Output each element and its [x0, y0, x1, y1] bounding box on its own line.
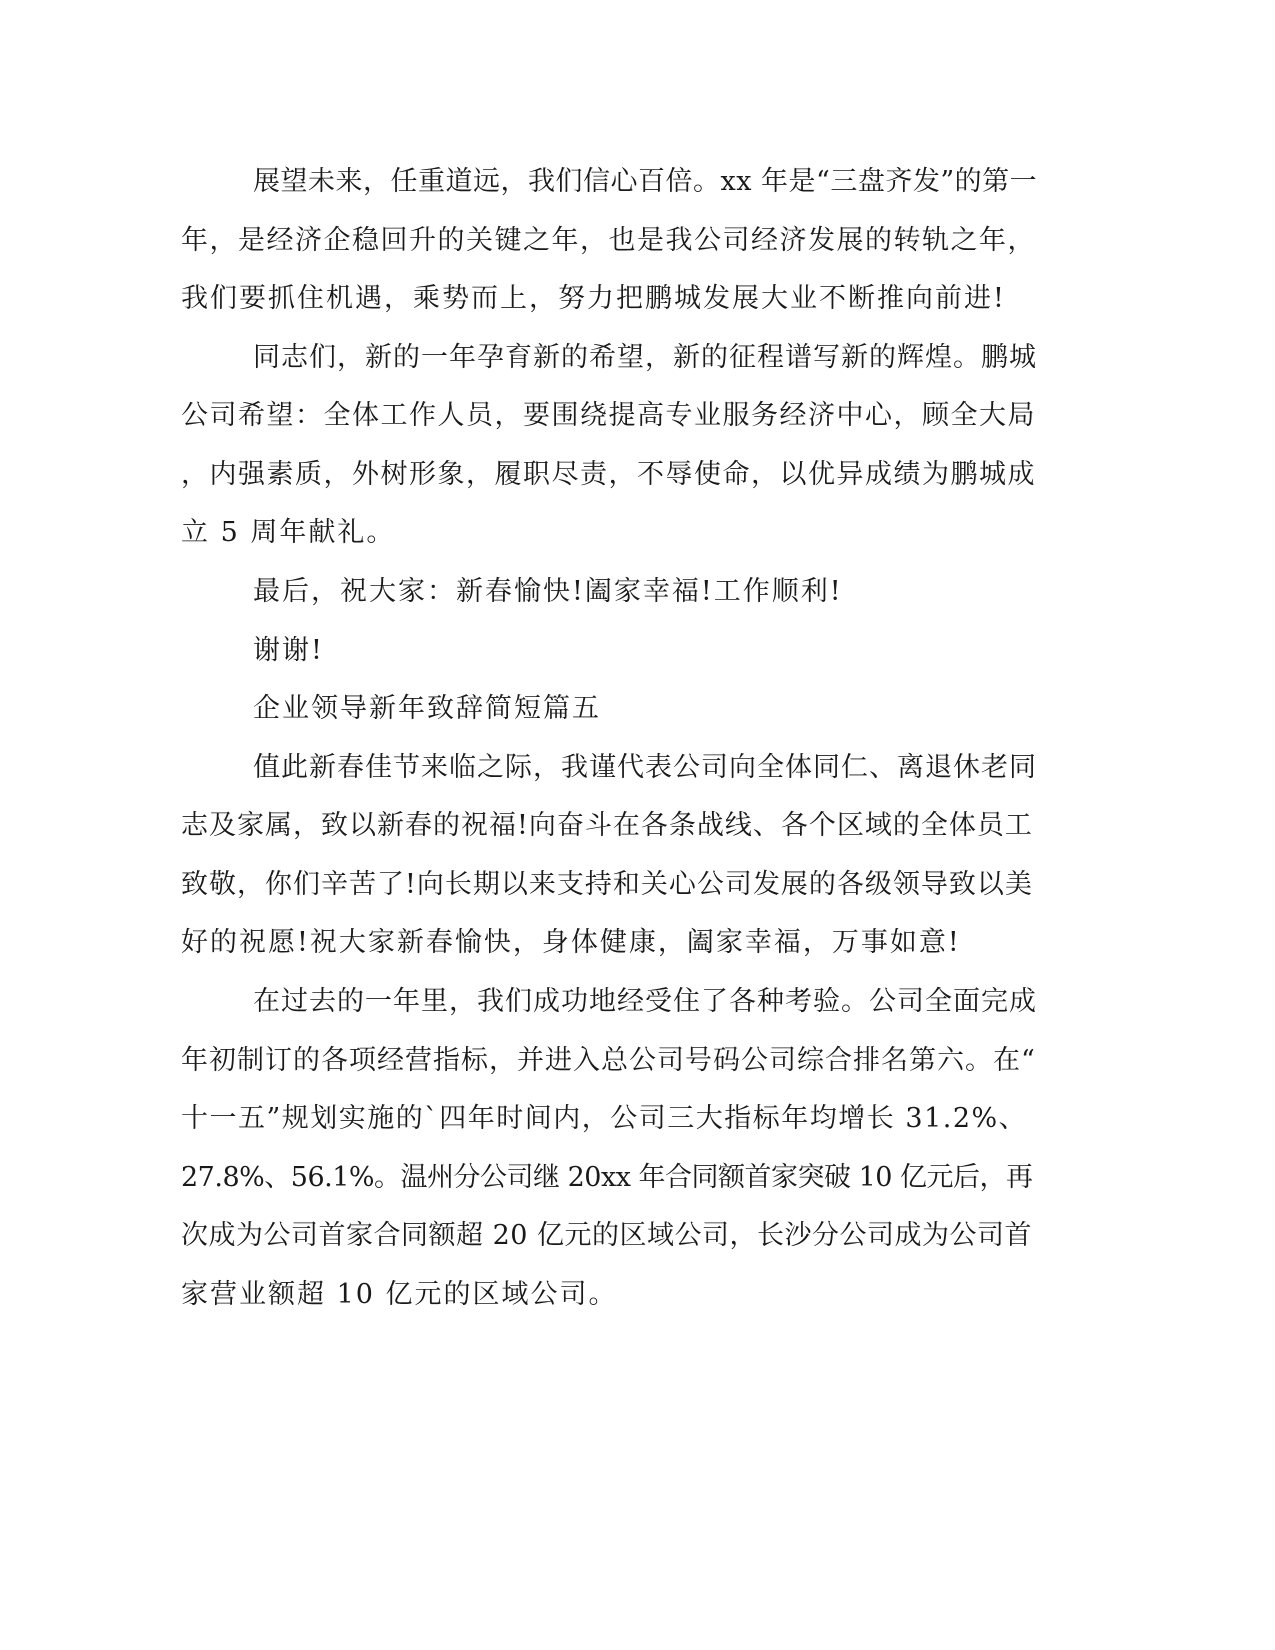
text-line: 立 5 周年献礼。: [181, 517, 396, 548]
text-line: 十一五”规划实施的`四年时间内，公司三大指标年均增长 31.2%、: [181, 1103, 1028, 1134]
text-line: 年初制订的各项经营指标，并进入总公司号码公司综合排名第六。在“: [181, 1045, 1036, 1076]
text-line: 值此新春佳节来临之际，我谨代表公司向全体同仁、离退休老同: [253, 752, 1037, 783]
text-line: 在过去的一年里，我们成功地经受住了各种考验。公司全面完成: [253, 986, 1037, 1017]
section-heading: 企业领导新年致辞简短篇五: [253, 693, 601, 724]
text-line: 展望未来，任重道远，我们信心百倍。xx 年是“三盘齐发”的第一: [253, 166, 1038, 197]
text-line: ，内强素质，外树形象，履职尽责，不辱使命，以优异成绩为鹏城成: [181, 459, 1036, 490]
text-line: 志及家属，致以新春的祝福!向奋斗在各条战线、各个区域的全体员工: [181, 810, 1033, 841]
text-line: 家营业额超 10 亿元的区域公司。: [181, 1279, 618, 1310]
text-line: 好的祝愿!祝大家新春愉快，身体健康，阖家幸福，万事如意!: [181, 927, 961, 958]
text-line: 致敬，你们辛苦了!向长期以来支持和关心公司发展的各级领导致以美: [181, 869, 1033, 900]
text-line: 次成为公司首家合同额超 20 亿元的区域公司，长沙分公司成为公司首: [181, 1220, 1033, 1251]
text-line: 年，是经济企稳回升的关键之年，也是我公司经济发展的转轨之年，: [181, 225, 1036, 256]
text-line: 最后，祝大家：新春愉快!阖家幸福!工作顺利!: [253, 576, 843, 607]
text-line: 同志们，新的一年孕育新的希望，新的征程谱写新的辉煌。鹏城: [253, 342, 1037, 373]
text-line: 27.8%、56.1%。温州分公司继 20xx 年合同额首家突破 10 亿元后，再: [181, 1162, 1033, 1193]
text-line: 谢谢!: [253, 635, 324, 666]
text-line: 公司希望：全体工作人员，要围绕提高专业服务经济中心，顾全大局: [181, 400, 1036, 431]
text-line: 我们要抓住机遇，乘势而上，努力把鹏城发展大业不断推向前进!: [181, 283, 1006, 314]
